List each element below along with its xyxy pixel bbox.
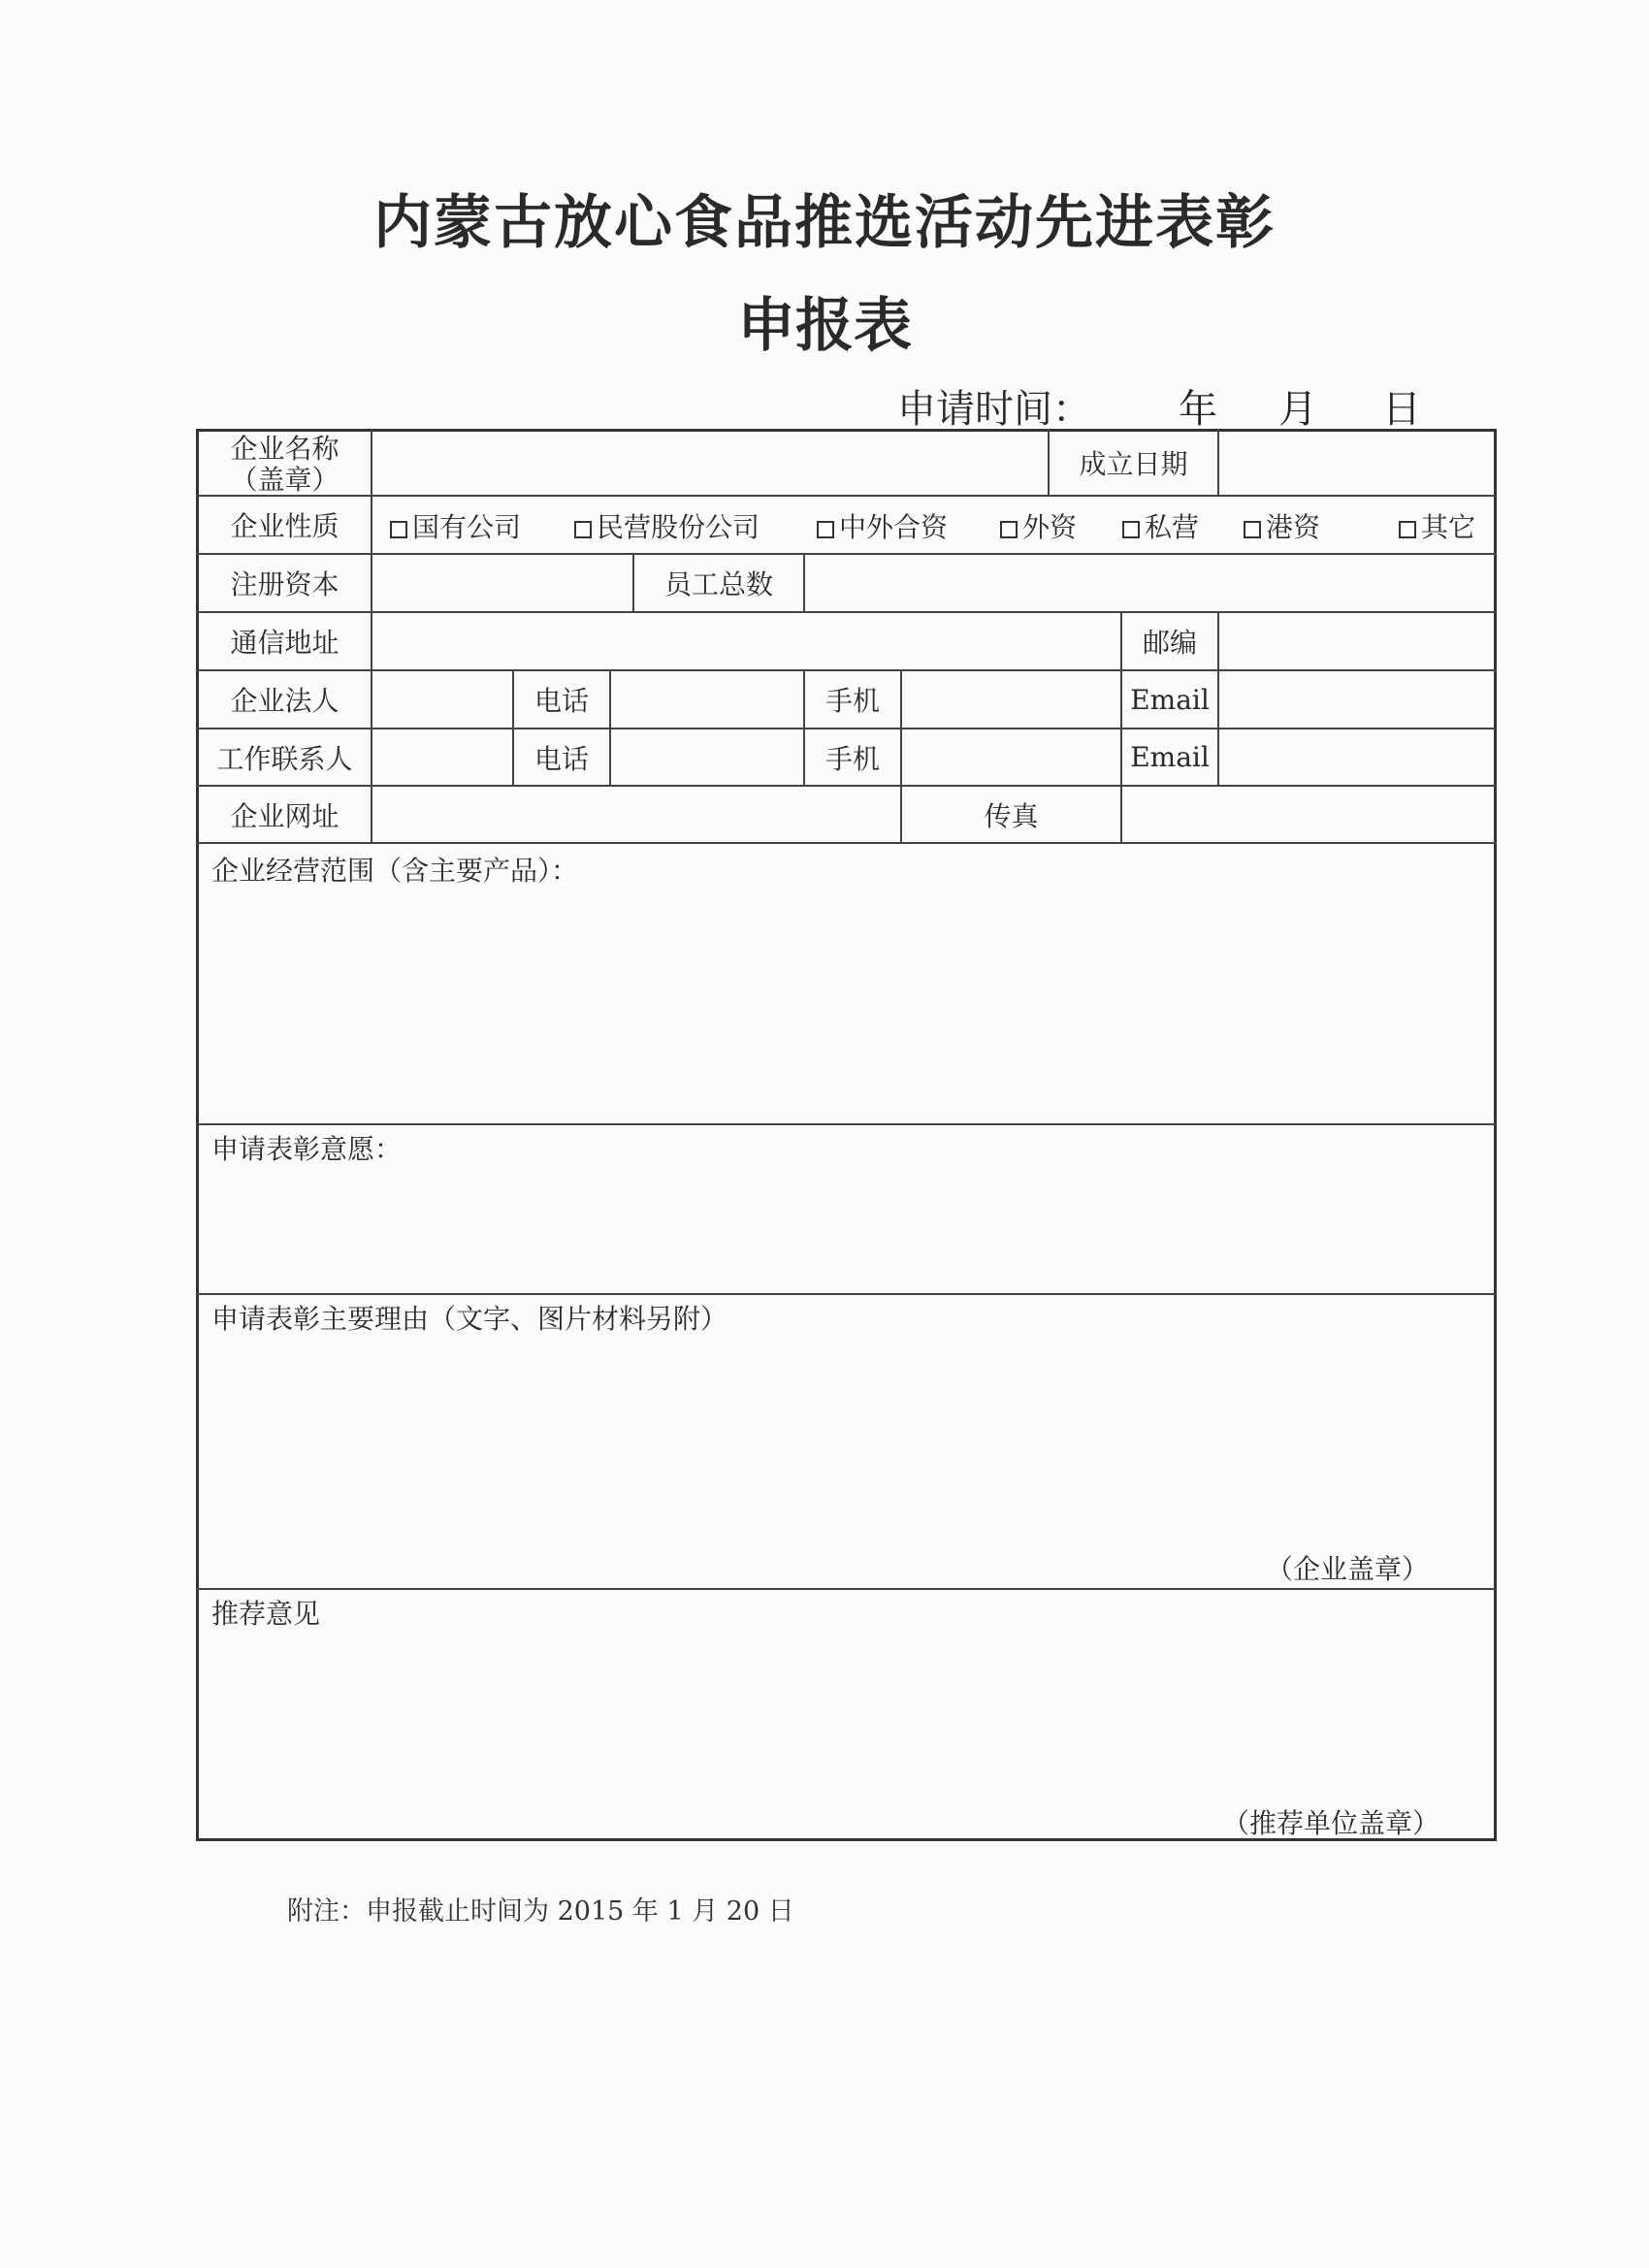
intent-label: 申请表彰意愿： <box>211 1133 403 1165</box>
checkbox-icon[interactable] <box>1399 521 1416 538</box>
legal-email-field[interactable] <box>1219 671 1494 728</box>
company-name-field[interactable] <box>372 431 1048 495</box>
apply-year-label: 年 <box>1179 387 1217 432</box>
row-divider <box>196 1293 1497 1295</box>
contact-email-field[interactable] <box>1219 729 1494 785</box>
reason-field[interactable] <box>199 1337 1494 1531</box>
business-scope-label: 企业经营范围（含主要产品）： <box>211 855 579 887</box>
footnote: 附注：申报截止时间为 2015 年 1 月 20 日 <box>287 1896 794 1927</box>
legal-phone-label: 电话 <box>534 685 589 717</box>
contact-mobile-label: 手机 <box>824 742 880 775</box>
intent-field[interactable] <box>199 1164 1494 1290</box>
recommendation-field[interactable] <box>199 1630 1494 1795</box>
contact-email-label: Email <box>1130 741 1210 773</box>
postcode-field[interactable] <box>1219 613 1494 669</box>
recommendation-label: 推荐意见 <box>211 1598 321 1630</box>
contact-person-label: 工作联系人 <box>216 742 353 775</box>
form-title: 内蒙古放心食品推选活动先进表彰 <box>373 189 1276 257</box>
apply-month-label: 月 <box>1278 387 1317 432</box>
contact-phone-label: 电话 <box>534 742 589 775</box>
company-seal-label: （盖章） <box>230 464 340 496</box>
postcode-label: 邮编 <box>1142 627 1197 659</box>
nature-option-foreign[interactable]: 外资 <box>1000 506 1077 545</box>
checkbox-icon[interactable] <box>1244 521 1261 538</box>
contact-person-field[interactable] <box>372 729 512 785</box>
legal-email-label: Email <box>1130 683 1210 716</box>
checkbox-icon[interactable] <box>390 521 407 538</box>
contact-phone-field[interactable] <box>611 729 803 785</box>
nature-option-joint-venture[interactable]: 中外合资 <box>817 506 948 545</box>
row-divider <box>196 495 1497 497</box>
employee-count-label: 员工总数 <box>663 568 773 600</box>
apply-day-label: 日 <box>1382 387 1421 432</box>
row-divider <box>196 1588 1497 1590</box>
recommender-seal-note: （推荐单位盖章） <box>1222 1807 1440 1839</box>
reason-label: 申请表彰主要理由（文字、图片材料另附） <box>211 1303 728 1335</box>
contact-mobile-field[interactable] <box>902 729 1120 785</box>
nature-option-other[interactable]: 其它 <box>1399 506 1475 545</box>
company-name-label: 企业名称 <box>230 433 340 465</box>
nature-option-private-joint-stock[interactable]: 民营股份公司 <box>574 506 760 545</box>
mailing-address-label: 通信地址 <box>230 627 340 659</box>
nature-option-private[interactable]: 私营 <box>1122 506 1199 545</box>
row-divider <box>196 1123 1497 1125</box>
form-subtitle: 申报表 <box>737 292 912 360</box>
checkbox-icon[interactable] <box>817 521 834 538</box>
checkbox-icon[interactable] <box>1122 521 1140 538</box>
legal-person-field[interactable] <box>372 671 512 728</box>
established-date-field[interactable] <box>1219 431 1494 495</box>
row-divider <box>196 842 1497 844</box>
employee-count-field[interactable] <box>805 555 1494 611</box>
website-field[interactable] <box>372 787 900 842</box>
fax-label: 传真 <box>984 799 1039 832</box>
nature-option-state-owned[interactable]: 国有公司 <box>390 506 521 545</box>
company-seal-note: （企业盖章） <box>1266 1553 1430 1585</box>
checkbox-icon[interactable] <box>574 521 592 538</box>
website-label: 企业网址 <box>230 799 340 832</box>
legal-person-label: 企业法人 <box>230 685 340 717</box>
company-nature-label: 企业性质 <box>230 510 340 542</box>
legal-phone-field[interactable] <box>611 671 803 728</box>
business-scope-field[interactable] <box>199 888 1494 1120</box>
registered-capital-label: 注册资本 <box>230 568 340 600</box>
registered-capital-field[interactable] <box>372 555 632 611</box>
fax-field[interactable] <box>1122 787 1494 842</box>
mailing-address-field[interactable] <box>372 613 1120 669</box>
legal-mobile-field[interactable] <box>902 671 1120 728</box>
checkbox-icon[interactable] <box>1000 521 1018 538</box>
established-date-label: 成立日期 <box>1079 448 1188 480</box>
apply-time-label: 申请时间： <box>897 387 1091 432</box>
nature-option-hk-capital[interactable]: 港资 <box>1244 506 1320 545</box>
legal-mobile-label: 手机 <box>824 685 880 717</box>
